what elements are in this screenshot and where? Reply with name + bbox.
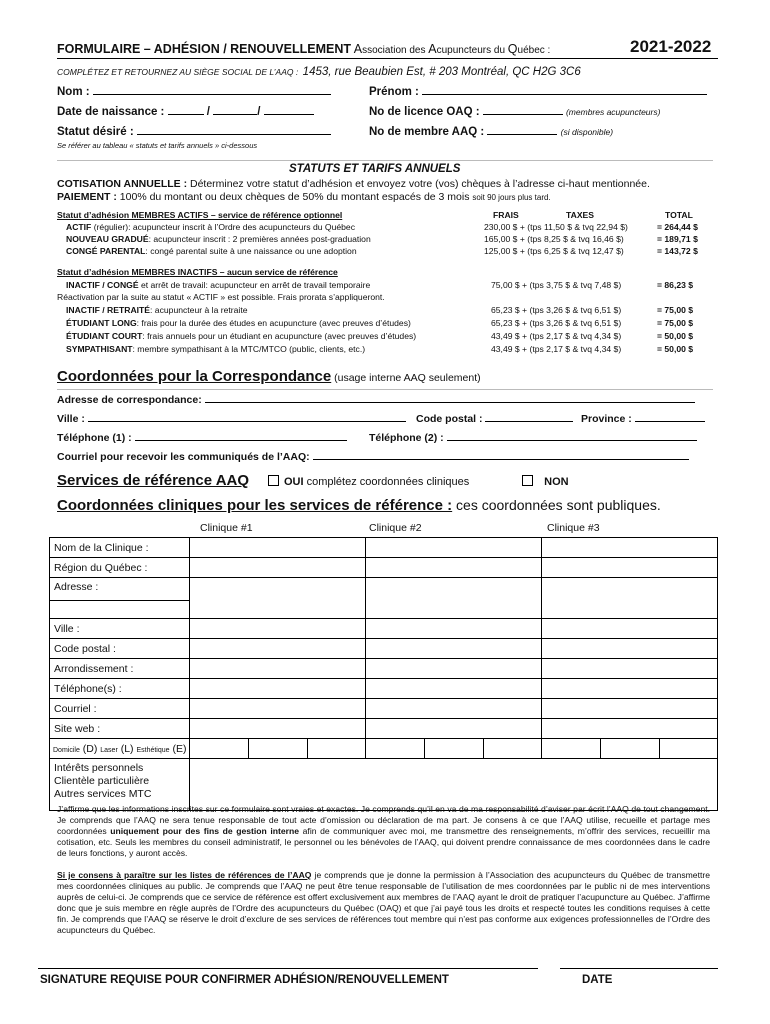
service-l-cell[interactable] [601,739,660,758]
adresse-field[interactable] [57,394,695,406]
row-label: Ville : [50,619,190,639]
clinique-cell[interactable] [542,659,718,679]
tarif-frais: 230,00 $ + (tps 11,50 $ & tvq 22,94 $) [484,222,628,232]
oui-text: complétez coordonnées cliniques [303,476,470,488]
tarif-frais: 65,23 $ + (tps 3,26 $ & tvq 6,51 $) [491,305,622,315]
licence-label: No de licence OAQ : [369,106,480,118]
tarif-frais: 165,00 $ + (tps 8,25 $ & tvq 16,46 $) [484,234,624,244]
cliniques-table [49,537,718,811]
province-label: Province : [581,413,632,425]
nom-field[interactable] [57,86,331,98]
date-naissance-field[interactable]: Date de naissance : / / [57,106,314,118]
return-instruction: COMPLÉTEZ ET RETOURNEZ AU SIÈGE SOCIAL DE L’AAQ : [57,67,299,77]
clinique-cell[interactable] [366,558,542,578]
adresse-label: Adresse de correspondance: [57,394,202,406]
tarif-desc: : acupuncteur inscrit : 2 premières années post-graduation [148,234,371,244]
clinique-cell[interactable] [542,699,718,719]
membre-note: (si disponible) [560,127,614,137]
service-d-cell[interactable] [366,739,425,758]
table-row [50,739,718,759]
assoc-text: ssociation des [362,45,429,56]
tarif-desc: : congé parental suite à une naissance ou une adoption [145,246,357,256]
laser-code: (L) [117,742,137,755]
clinique-cell[interactable] [366,538,542,558]
paiement-line [57,191,551,203]
tarif-desc: (régulier): acupuncteur inscrit à l’Ordre des acupuncteurs du Québec [91,222,355,232]
services-line [57,472,569,490]
clinique-cell[interactable] [190,719,366,739]
declaration-bold: uniquement pour des fins de gestion interne [110,826,300,836]
tarif-row [66,344,365,355]
tarif-row [66,318,411,329]
assoc-text: cupuncteurs du [436,45,508,56]
clinique-cell[interactable] [190,578,366,619]
tarif-desc: : frais pour la durée des études en acupuncture (avec preuves d’études) [136,318,411,328]
table-row [50,538,718,558]
domicile-label: Domicile [53,746,80,754]
col-frais: FRAIS [493,210,519,220]
cliniques-note: ces coordonnées sont publiques. [452,497,661,513]
correspondance-heading: Coordonnées pour la Correspondance [57,368,332,385]
table-row [50,679,718,699]
signature-line[interactable] [38,968,538,969]
membre-label: No de membre AAQ : [369,126,485,138]
section-divider [57,389,713,390]
interets-line: Autres services MTC [54,788,152,800]
clinique-cell[interactable] [190,538,366,558]
cliniques-heading: Coordonnées cliniques pour les services de référence : [57,497,453,514]
row-label-spacer [50,601,190,619]
interets-label [50,759,190,811]
clinique-cell[interactable] [366,578,542,619]
tarif-row [66,246,357,257]
tarif-frais: 43,49 $ + (tps 2,17 $ & tvq 4,34 $) [491,331,622,341]
tarif-total: = 264,44 $ [657,222,698,232]
tarif-total: = 75,00 $ [657,305,694,315]
clinique-cell[interactable] [366,619,542,639]
table-row [50,558,718,578]
licence-field[interactable] [369,106,660,118]
esthetique-label: Esthétique [136,746,170,754]
date-line[interactable] [560,968,718,969]
clinique-cell[interactable] [366,659,542,679]
non-checkbox[interactable] [522,475,533,486]
declaration-paragraph-1 [57,804,710,859]
row-label: Site web : [50,719,190,739]
clinique-col-header: Clinique #3 [547,522,600,534]
domicile-code: (D) [79,742,101,755]
cotisation-text: Déterminez votre statut d’adhésion et envoyez votre (vos) chèques à l’adresse ci-haut mentionnée. [187,178,650,190]
declaration-bold: Si je consens à paraître sur les listes de références de l’AAQ [57,870,312,880]
service-d-cell[interactable] [190,739,249,758]
interets-cell[interactable] [190,759,718,811]
services-type-label [50,739,190,759]
clinique-cell[interactable] [190,558,366,578]
section-divider [57,160,713,161]
tarif-row [66,331,416,342]
clinique-cell[interactable] [190,619,366,639]
ville-label: Ville : [57,413,85,425]
assoc-letter: A [428,42,437,56]
clinique-col-header: Clinique #2 [369,522,422,534]
services-type-cells [366,739,542,759]
tarif-name: INACTIF / CONGÉ [66,280,139,290]
date-naissance-label: Date de naissance : [57,106,165,118]
form-title [57,42,550,56]
clinique-cell[interactable] [542,538,718,558]
assoc-letter: A [351,42,363,56]
tarif-total: = 50,00 $ [657,344,694,354]
nom-label: Nom : [57,86,90,98]
statut-label: Statut désiré : [57,126,134,138]
row-label: Adresse : [50,578,190,601]
correspondance-note: (usage interne AAQ seulement) [331,372,481,384]
clinique-cell[interactable] [542,719,718,739]
tarif-desc: : frais annuels pour un étudiant en acupuncture (avec preuves d’études) [142,331,417,341]
declaration-text: afin de communiquer avec moi, me transmettre des renseignements, m’offrir des services, recueillir ma cotisation, etc. Seuls les membres du conseil administratif, le personnel ou les bénévoles de l’AAQ, qui doivent prendre connaissance de mes coordonnées dans le cadre de leurs fonctions, y auront accès. [57,826,710,858]
services-heading: Services de référence AAQ [57,472,250,489]
clinique-cell[interactable] [542,679,718,699]
membre-field[interactable] [369,126,613,138]
clinique-cell[interactable] [366,639,542,659]
clinique-cell[interactable] [190,679,366,699]
service-l-cell[interactable] [249,739,308,758]
tarif-total: = 50,00 $ [657,331,694,341]
tarif-desc: : membre sympathisant à la MTC/MTCO (public, clients, etc.) [132,344,366,354]
ville-field[interactable] [57,413,406,425]
table-row [50,578,718,601]
table-row [50,659,718,679]
licence-note: (membres acupuncteurs) [565,107,661,117]
prenom-field[interactable] [369,86,707,98]
paiement-label: PAIEMENT : [57,191,117,203]
code-postal-label: Code postal : [416,413,483,425]
clinique-cell[interactable] [190,659,366,679]
inactifs-heading: Statut d’adhésion MEMBRES INACTIFS – aucun service de référence [57,267,338,277]
row-label: Région du Québec : [50,558,190,578]
tarif-name: CONGÉ PARENTAL [66,246,146,256]
tel1-label: Téléphone (1) : [57,432,132,444]
return-address [57,62,581,80]
statut-note: Se référer au tableau « statuts et tarifs annuels » ci-dessous [57,141,258,150]
cotisation-label: COTISATION ANNUELLE : [57,178,188,190]
tarif-name: INACTIF / RETRAITÉ [66,305,151,315]
non-label: NON [544,476,569,488]
declaration-paragraph-2 [57,870,710,936]
correspondance-heading-line [57,368,481,386]
clinique-cell[interactable] [542,558,718,578]
form-year: 2021-2022 [630,37,712,56]
tarif-total: = 86,23 $ [657,280,694,290]
interets-line: Clientèle particulière [54,775,150,787]
actifs-heading: Statut d’adhésion MEMBRES ACTIFS – service de référence optionnel [57,210,343,220]
tarif-total: = 189,71 $ [657,234,698,244]
col-total: TOTAL [665,210,693,220]
clinique-col-header: Clinique #1 [200,522,253,534]
tel2-label: Téléphone (2) : [369,432,444,444]
paiement-small: soit 90 jours plus tard. [472,193,551,202]
tarif-frais: 65,23 $ + (tps 3,26 $ & tvq 6,51 $) [491,318,622,328]
tarif-name: ACTIF [66,222,92,232]
cliniques-heading-line [57,497,661,515]
service-d-cell[interactable] [542,739,601,758]
hq-address: 1453, rue Beaubien Est, # 203 Montréal, QC H2G 3C6 [302,66,581,78]
tarif-frais: 125,00 $ + (tps 6,25 $ & tvq 12,47 $) [484,246,624,256]
tarif-total: = 143,72 $ [657,246,698,256]
province-field[interactable] [581,413,705,425]
reactivation-note: Réactivation par la suite au statut « ACTIF » est possible. Frais prorata s’appliqueront. [57,292,385,302]
service-l-cell[interactable] [425,739,484,758]
oui-checkbox[interactable] [268,475,279,486]
clinique-cell[interactable] [366,699,542,719]
code-postal-field[interactable] [416,413,573,425]
tarif-row [66,280,370,291]
clinique-cell[interactable] [542,639,718,659]
tarif-row [66,305,247,316]
row-label: Code postal : [50,639,190,659]
service-e-cell[interactable] [484,739,542,758]
row-label: Courriel : [50,699,190,719]
service-e-cell[interactable] [308,739,366,758]
tarif-desc: : acupuncteur à la retraite [150,305,248,315]
cotisation-line [57,178,650,190]
date-label: DATE [582,974,613,986]
prenom-label: Prénom : [369,86,419,98]
paiement-text: 100% du montant ou deux chèques de 50% du montant espacés de 3 mois [116,191,473,203]
tarif-name: ÉTUDIANT LONG [66,318,137,328]
assoc-text: uébec : [517,45,551,56]
table-row [50,619,718,639]
tel1-field[interactable] [57,432,347,444]
statut-field[interactable] [57,126,331,138]
tarif-name: NOUVEAU GRADUÉ [66,234,149,244]
col-taxes: TAXES [566,210,595,220]
signature-label: SIGNATURE REQUISE POUR CONFIRMER ADHÉSION/RENOUVELLEMENT [40,974,449,986]
clinique-cell[interactable] [366,719,542,739]
declaration-text: J’affirme que les informations inscrites sur ce formulaire sont vraies et exactes. Je comprends qu’il en va de ma responsabilité d’aviser par écrit l’AAQ de tout changement. Je comprends que l’AAQ ne sera tenue responsable de tout acte d’omission ou déclaration de ma part. Je consens à ce que l’AAQ utilise, recueille et partage mes coordonnées [57,804,710,836]
clinique-cell[interactable] [366,679,542,699]
interets-line: Intérêts personnels [54,762,144,774]
tarif-frais: 43,49 $ + (tps 2,17 $ & tvq 4,34 $) [491,344,622,354]
table-row [50,759,718,811]
tarif-frais: 75,00 $ + (tps 3,75 $ & tvq 7,48 $) [491,280,622,290]
esthetique-code: (E) [169,742,187,755]
service-e-cell[interactable] [660,739,718,758]
courriel-field[interactable] [57,451,689,463]
clinique-cell[interactable] [542,619,718,639]
tarifs-heading: STATUTS ET TARIFS ANNUELS [289,163,461,175]
services-type-cells [190,739,366,759]
row-label: Arrondissement : [50,659,190,679]
declaration-text: je comprends que je donne la permission à l’Association des acupuncteurs du Québec de transmettre mes coordonnées cliniques au public. Je comprends que l’AAQ ne peut être tenue responsable de l’utilisation de mes coordonnées par le public ni de mes interventions auprès de celui-ci. Je comprends que ce service de référence est offert exclusivement aux membres de l’AAQ ayant le droit de pratiquer l’acupuncture au Québec. J’affirme donc que je suis membre en règle auprès de l’Ordre des acupuncteurs du Québec (OAQ) et que j’ai payé tous les droits et respecté toutes les conditions requises à cette fin. Je comprends que l’AAQ se réserve le droit d’exclure de ses services de références tout membre qui n’est pas conforme aux exigences professionnelles de l’Ordre des acupuncteurs du Québec. [57,870,710,935]
clinique-cell[interactable] [542,578,718,619]
table-row [50,699,718,719]
table-row [50,719,718,739]
clinique-cell[interactable] [190,639,366,659]
table-row [50,639,718,659]
tarif-name: ÉTUDIANT COURT [66,331,143,341]
tarif-total: = 75,00 $ [657,318,694,328]
assoc-letter: Q [507,42,518,56]
clinique-cell[interactable] [190,699,366,719]
courriel-label: Courriel pour recevoir les communiqués de l’AAQ: [57,451,310,463]
title-underline [57,58,718,59]
tel2-field[interactable] [369,432,697,444]
services-type-cells [542,739,718,759]
oui-label: OUI [283,476,304,488]
tarif-name: SYMPATHISANT [66,344,133,354]
tarif-desc: et arrêt de travail: acupuncteur en arrêt de travail temporaire [138,280,371,290]
row-label: Téléphone(s) : [50,679,190,699]
form-title-bold: FORMULAIRE – ADHÉSION / RENOUVELLEMENT [57,42,351,56]
laser-label: Laser [100,746,118,754]
tarif-row [66,222,355,233]
tarif-row [66,234,371,245]
row-label: Nom de la Clinique : [50,538,190,558]
